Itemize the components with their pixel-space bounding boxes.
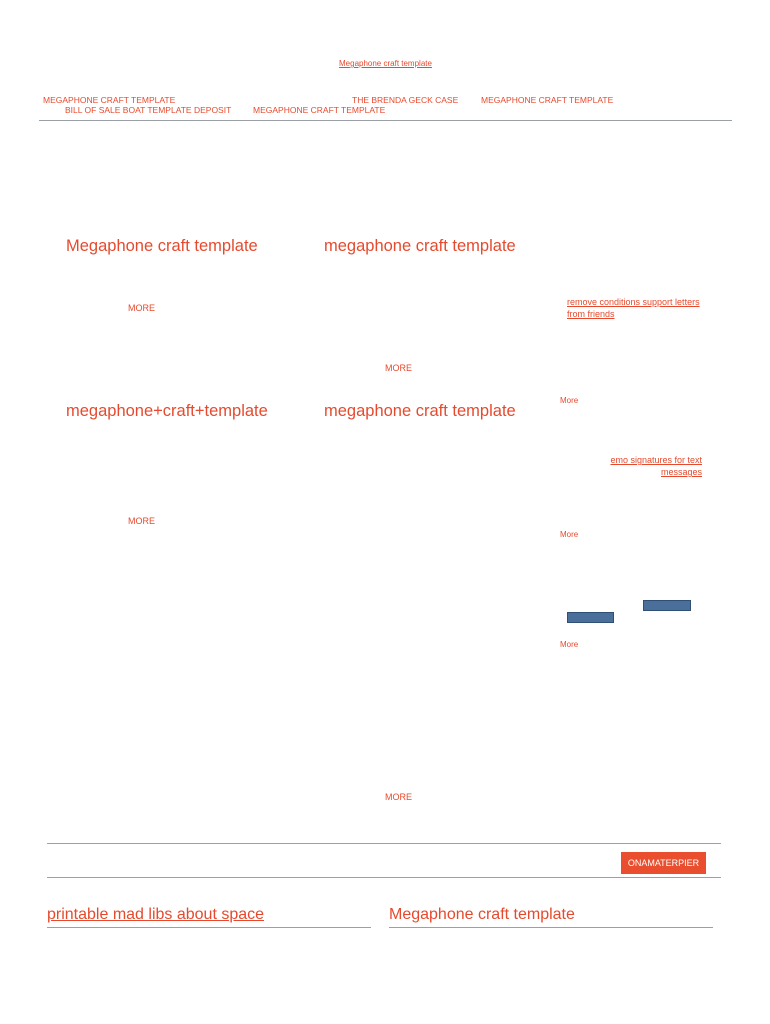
footer-top-divider bbox=[47, 843, 721, 844]
post-title-4[interactable]: megaphone craft template bbox=[324, 402, 516, 420]
nav-item-megaphone-3[interactable]: MEGAPHONE CRAFT TEMPLATE bbox=[253, 105, 386, 115]
header-divider bbox=[39, 120, 732, 121]
nav-item-brenda-geck[interactable]: THE BRENDA GECK CASE bbox=[352, 95, 459, 105]
post-title-3[interactable]: megaphone+craft+template bbox=[66, 402, 268, 420]
sidebar-more-1[interactable]: More bbox=[560, 396, 579, 405]
post-more-4[interactable]: MORE bbox=[385, 792, 412, 802]
post-more-2[interactable]: MORE bbox=[385, 363, 412, 373]
footer-right-underline bbox=[389, 927, 713, 928]
nav-item-bill-of-sale[interactable]: BILL OF SALE BOAT TEMPLATE DEPOSIT bbox=[65, 105, 232, 115]
nav-item-megaphone-1[interactable]: MEGAPHONE CRAFT TEMPLATE bbox=[43, 95, 176, 105]
footer-left-underline bbox=[47, 927, 371, 928]
sidebar-more-3[interactable]: More bbox=[560, 640, 579, 649]
onamaterpier-button[interactable]: ONAMATERPIER WORD bbox=[621, 852, 706, 874]
site-title-link[interactable]: Megaphone craft template bbox=[339, 59, 432, 68]
sidebar-thumbnail-2[interactable] bbox=[567, 612, 614, 623]
footer-bottom-divider bbox=[47, 877, 721, 878]
sidebar-link-emo-signatures-text: emo signatures for text messages bbox=[610, 455, 702, 477]
sidebar-link-emo-signatures[interactable] bbox=[567, 454, 702, 478]
sidebar-more-2[interactable]: More bbox=[560, 530, 579, 539]
post-title-2[interactable]: megaphone craft template bbox=[324, 237, 516, 255]
sidebar-thumbnail-1[interactable] bbox=[643, 600, 691, 611]
sidebar-link-remove-conditions[interactable]: remove conditions support letters from friends bbox=[567, 297, 700, 319]
post-more-1[interactable]: MORE bbox=[128, 303, 155, 313]
footer-title-megaphone[interactable]: Megaphone craft template bbox=[389, 906, 575, 923]
footer-link-mad-libs[interactable]: printable mad libs about space bbox=[47, 906, 265, 923]
post-more-3[interactable]: MORE bbox=[128, 516, 155, 526]
post-title-1[interactable]: Megaphone craft template bbox=[66, 237, 258, 255]
nav-item-megaphone-2[interactable]: MEGAPHONE CRAFT TEMPLATE bbox=[481, 95, 614, 105]
